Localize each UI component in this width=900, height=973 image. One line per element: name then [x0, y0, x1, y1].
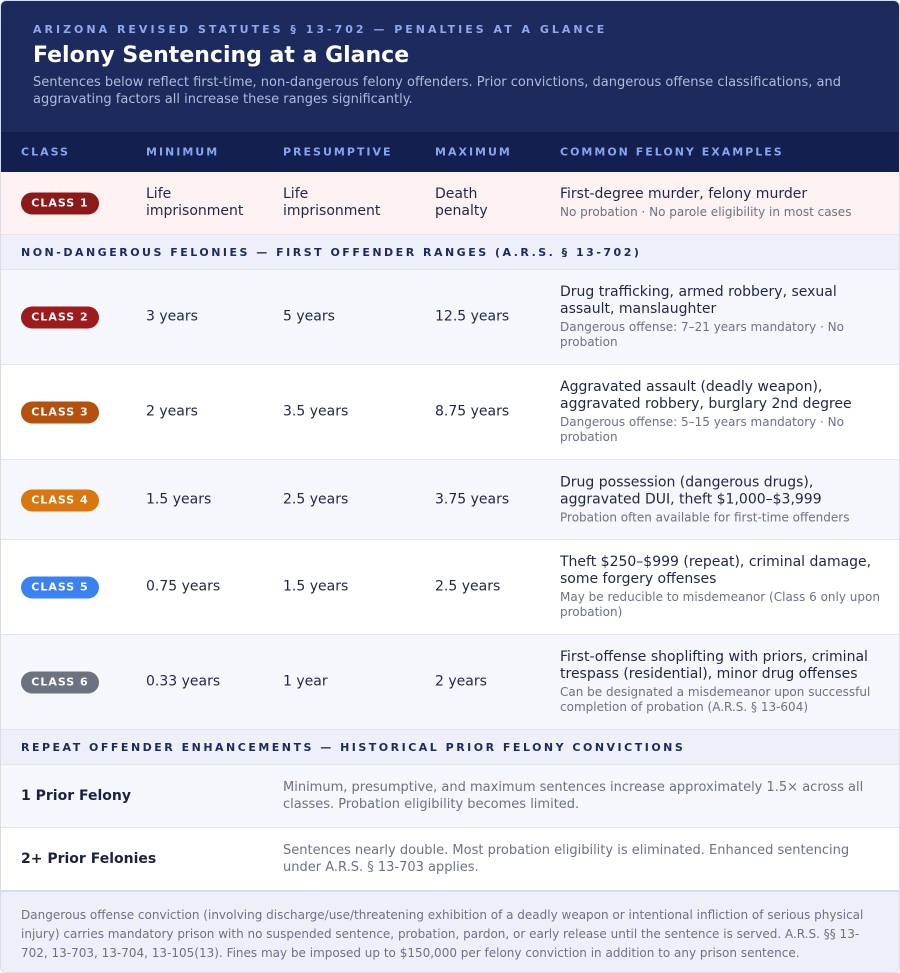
maximum-value: 8.75 years: [435, 403, 510, 420]
class-badge: CLASS 6: [21, 672, 99, 694]
table-header: [1, 132, 899, 172]
minimum-value: 0.75 years: [146, 578, 221, 595]
section-header-non-dangerous: NON-DANGEROUS FELONIES — FIRST OFFENDER RANGES (A.R.S. § 13-702): [1, 235, 899, 270]
column-header-maximum: MAXIMUM: [435, 145, 512, 159]
header: [1, 1, 899, 132]
table-row-class-1: [1, 172, 899, 235]
maximum-value: 2 years: [435, 673, 487, 690]
minimum-value: 2 years: [146, 403, 198, 420]
presumptive-value: 1.5 years: [283, 578, 349, 595]
footer-note: Dangerous offense conviction (involving discharge/use/threatening exhibition of a deadly weapon or intentional infliction of serious physical injury) carries mandatory prison with no suspended sentence, probation, pardon, or early release until the sentence is served. A.R.S. §§ 13-702, 13-703, 13-704, 13-105(13). Fines may be imposed up to $150,000 per felony conviction in addition to any prison sentence.: [1, 890, 900, 973]
presumptive-value: 2.5 years: [283, 491, 349, 507]
class-badge: CLASS 5: [21, 577, 99, 599]
examples-text: First-offense shoplifting with priors, criminal trespass (residential), minor drug offenses: [560, 649, 868, 682]
examples-cell: [560, 474, 880, 525]
examples-cell: [560, 284, 880, 350]
examples-note: No probation · No parole eligibility in most cases: [560, 205, 852, 219]
examples-note: May be reducible to misdemeanor (Class 6 only upon probation): [560, 590, 880, 619]
column-header-examples: COMMON FELONY EXAMPLES: [560, 145, 784, 159]
maximum-value: 3.75 years: [435, 491, 510, 507]
table-row-class-6: [1, 635, 899, 730]
presumptive-value: 5 years: [283, 308, 335, 325]
table-row-class-4: [1, 460, 899, 540]
column-header-presumptive: PRESUMPTIVE: [283, 145, 393, 159]
maximum-value: 12.5 years: [435, 308, 510, 325]
class-badge: CLASS 1: [21, 193, 99, 215]
examples-text: First-degree murder, felony murder: [560, 186, 808, 202]
eyebrow: ARIZONA REVISED STATUTES § 13-702 — PENALTIES AT A GLANCE: [33, 23, 608, 36]
presumptive-value: Life imprisonment: [283, 186, 381, 219]
examples-text: Drug trafficking, armed robbery, sexual assault, manslaughter: [560, 284, 837, 317]
minimum-value: Life imprisonment: [146, 186, 244, 219]
examples-text: Drug possession (dangerous drugs), aggravated DUI, theft $1,000–$3,999: [560, 474, 822, 507]
table-row-class-2: [1, 270, 899, 365]
examples-cell: [560, 379, 880, 445]
examples-cell: [560, 186, 880, 220]
minimum-value: 3 years: [146, 308, 198, 325]
table-row-class-5: [1, 540, 899, 635]
repeat-row-1-prior: [1, 765, 899, 828]
examples-text: Theft $250–$999 (repeat), criminal damage, some forgery offenses: [560, 554, 872, 587]
examples-note: Probation often available for first-time offenders: [560, 510, 850, 524]
examples-note: Dangerous offense: 7–21 years mandatory · No probation: [560, 320, 844, 349]
column-header-minimum: MINIMUM: [146, 145, 220, 159]
examples-cell: [560, 554, 880, 620]
examples-text: Aggravated assault (deadly weapon), aggravated robbery, burglary 2nd degree: [560, 379, 852, 412]
examples-note: Dangerous offense: 5–15 years mandatory · No probation: [560, 415, 844, 444]
presumptive-value: 3.5 years: [283, 403, 349, 420]
repeat-row-2-priors: [1, 828, 899, 891]
minimum-value: 0.33 years: [146, 673, 221, 690]
maximum-value: Death penalty: [435, 186, 488, 219]
page-subtitle: Sentences below reflect first-time, non-dangerous felony offenders. Prior convictions, dangerous offense classifications, and aggravating factors all increase these ranges significantly.: [33, 75, 842, 107]
table-row-class-3: [1, 365, 899, 460]
class-badge: CLASS 4: [21, 489, 99, 511]
column-header-class: CLASS: [21, 145, 70, 159]
section-header-repeat-offender: REPEAT OFFENDER ENHANCEMENTS — HISTORICAL PRIOR FELONY CONVICTIONS: [1, 730, 899, 765]
class-badge: CLASS 2: [21, 307, 99, 329]
class-badge: CLASS 3: [21, 402, 99, 424]
presumptive-value: 1 year: [283, 673, 328, 690]
examples-note: Can be designated a misdemeanor upon successful completion of probation (A.R.S. § 13-604): [560, 685, 871, 714]
maximum-value: 2.5 years: [435, 578, 501, 595]
minimum-value: 1.5 years: [146, 491, 212, 507]
repeat-description: Sentences nearly double. Most probation eligibility is eliminated. Enhanced sentencing under A.R.S. § 13-703 applies.: [283, 843, 850, 875]
repeat-description: Minimum, presumptive, and maximum sentences increase approximately 1.5× across all classes. Probation eligibility becomes limited.: [283, 780, 864, 812]
page-title: Felony Sentencing at a Glance: [33, 43, 410, 68]
repeat-label: 2+ Prior Felonies: [21, 851, 157, 867]
repeat-label: 1 Prior Felony: [21, 788, 131, 804]
examples-cell: [560, 649, 880, 715]
